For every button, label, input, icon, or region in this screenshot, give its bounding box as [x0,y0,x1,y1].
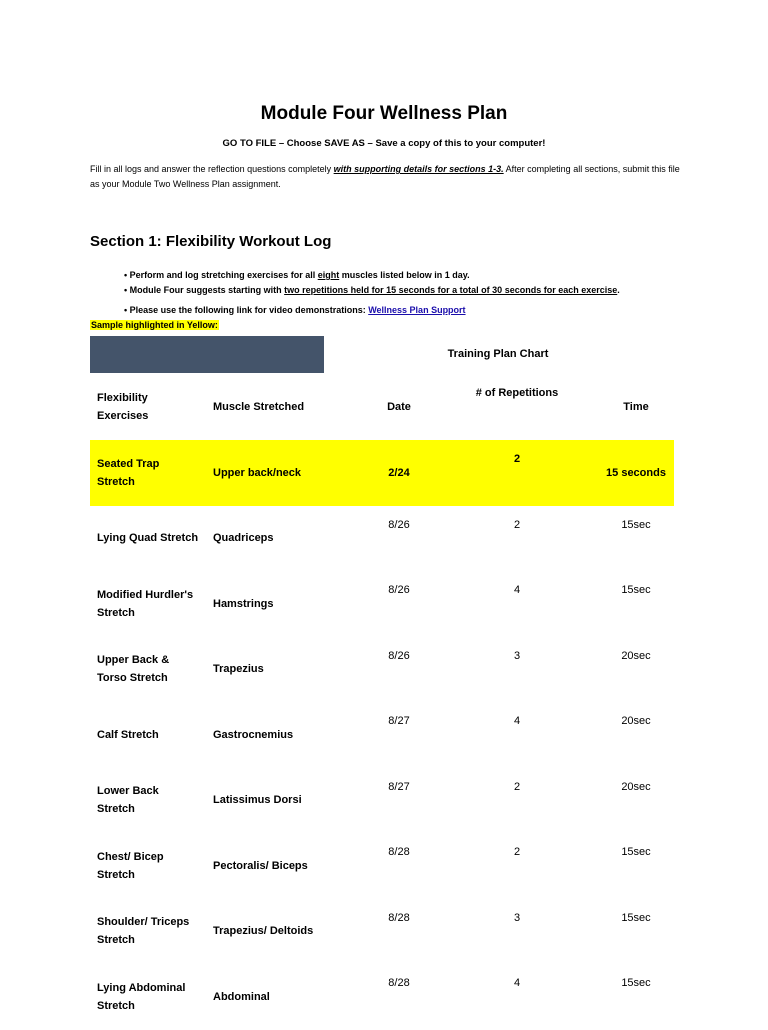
cell-reps: 2 [513,846,521,858]
table-row [90,768,674,834]
header-shaded-block [90,336,324,373]
cell-reps: 2 [436,440,598,506]
table-header-row [90,374,674,440]
cell-time: 15 seconds [598,440,674,506]
cell-time: 15sec [621,584,651,596]
flexibility-log-table [90,374,674,1030]
header-reps: # of Repetitions [475,387,559,399]
cell-muscle: Trapezius/ Deltoids [213,925,314,938]
cell-date: 2/24 [362,440,436,506]
table-row [90,506,674,572]
cell-exercise: Lying Abdominal Stretch [97,981,186,1012]
section-1-title: Section 1: Flexibility Workout Log [90,233,332,250]
bullet-underline-repetitions: two repetitions held for 15 seconds for a total of 30 seconds for each exercise [284,285,618,295]
chart-title: Training Plan Chart [447,348,549,360]
cell-exercise: Lying Quad Stretch [97,532,199,545]
cell-date: 8/26 [388,649,410,662]
sample-row [90,440,674,506]
cell-date: 8/27 [388,780,410,793]
intro-text-after: After completing all sections, submit this file as your Module Two Wellness Plan assignment. [90,164,680,189]
bullet-suggestion: • Module Four suggests starting with two repetitions held for 15 seconds for a total of 30 seconds for each exercise. [124,285,620,295]
cell-time: 15sec [621,911,651,924]
cell-reps: 4 [513,584,521,596]
cell-date: 8/26 [388,518,410,531]
table-row [90,571,674,637]
cell-exercise: Shoulder/ Triceps Stretch [97,916,190,947]
header-exercise: Flexibility Exercises [97,392,149,422]
save-instruction: GO TO FILE – Choose SAVE AS – Save a copy of this to your computer! [222,138,546,149]
cell-exercise: Chest/ Bicep Stretch [97,850,164,881]
bullet-underline-eight: eight [317,270,340,280]
intro-emphasis: with supporting details for sections 1-3. [333,164,504,174]
cell-muscle: Abdominal [213,990,270,1003]
cell-date: 8/27 [388,715,410,727]
cell-exercise: Calf Stretch [97,728,159,741]
cell-exercise: Upper Back & Torso Stretch [97,654,170,685]
table-row [90,899,674,965]
cell-muscle: Gastrocnemius [213,728,294,741]
cell-reps: 4 [513,977,521,989]
table-row [90,833,674,899]
cell-time: 15sec [621,846,651,858]
wellness-plan-support-link[interactable]: Wellness Plan Support [368,305,466,315]
cell-reps: 2 [513,518,521,531]
cell-muscle: Hamstrings [213,597,274,610]
cell-time: 15sec [621,977,651,989]
cell-reps: 3 [513,649,521,662]
cell-muscle: Latissimus Dorsi [213,794,302,807]
sample-highlight-note: Sample highlighted in Yellow: [91,320,218,330]
cell-time: 20sec [621,780,651,793]
intro-text-before: Fill in all logs and answer the reflection questions completely [90,164,334,174]
header-date: Date [387,401,411,413]
cell-date: 8/28 [388,911,410,924]
instruction-bullets [124,268,684,318]
table-row [90,702,674,768]
document-title: Module Four Wellness Plan [260,103,508,124]
cell-exercise: Seated Trap Stretch [90,440,206,506]
cell-exercise: Modified Hurdler's Stretch [97,588,194,619]
cell-exercise: Lower Back Stretch [97,785,159,816]
cell-date: 8/26 [388,584,410,596]
cell-muscle: Trapezius [213,663,264,676]
table-row [90,964,674,1030]
table-row [90,637,674,703]
header-time: Time [623,401,649,413]
cell-reps: 2 [513,780,521,793]
cell-time: 15sec [621,518,651,531]
cell-time: 20sec [621,649,651,662]
bullet-perform-log: • Perform and log stretching exercises for all eight muscles listed below in 1 day. [124,270,470,280]
cell-muscle: Upper back/neck [206,440,362,506]
cell-reps: 4 [513,715,521,727]
cell-reps: 3 [513,911,521,924]
cell-date: 8/28 [388,977,410,989]
bullet-video-link: • Please use the following link for video demonstrations: Wellness Plan Support [124,305,466,315]
header-muscle: Muscle Stretched [213,401,305,413]
cell-muscle: Quadriceps [213,532,274,545]
intro-paragraph [90,162,690,192]
cell-time: 20sec [621,715,651,727]
cell-muscle: Pectoralis/ Biceps [213,859,308,872]
cell-date: 8/28 [388,846,410,858]
